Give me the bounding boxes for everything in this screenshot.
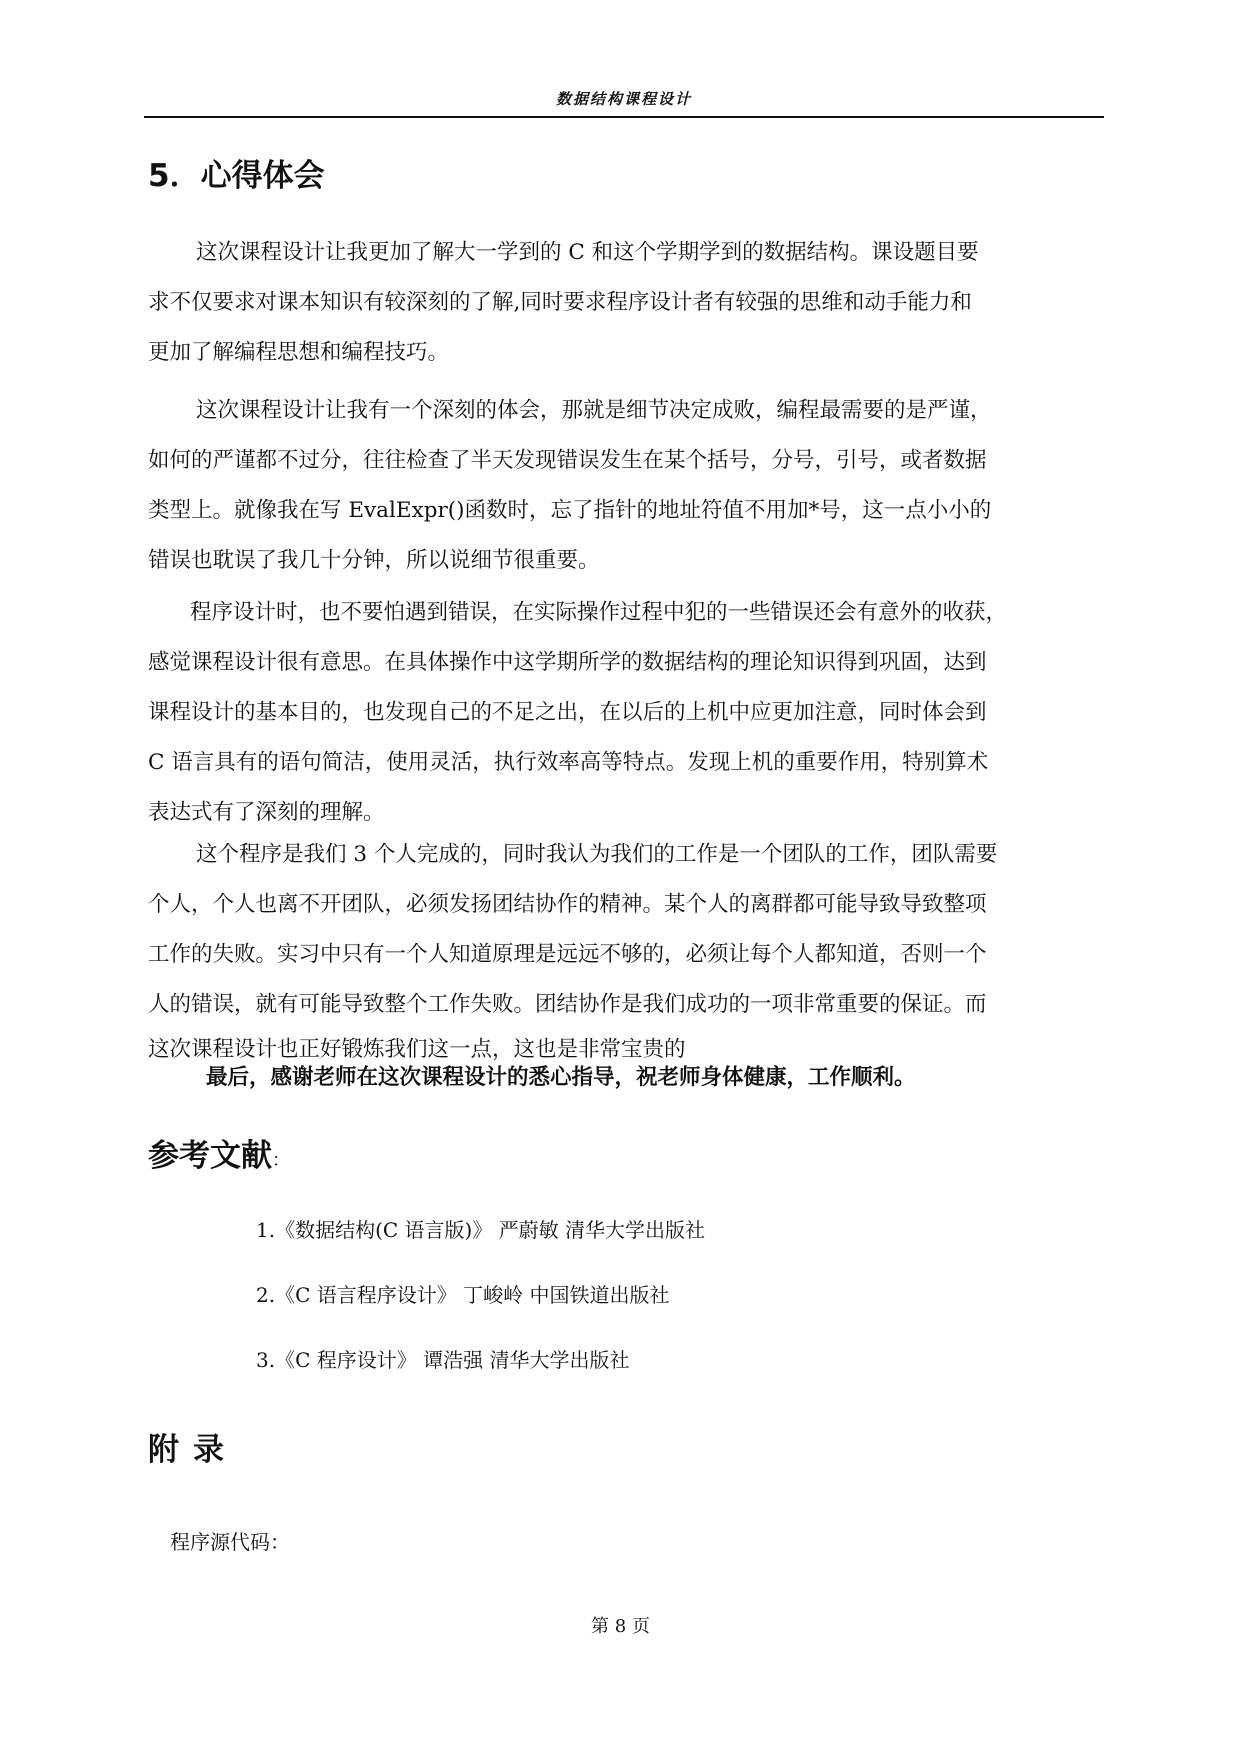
paragraph-2 [148, 386, 1156, 586]
paragraph-line: 程序设计时，也不要怕遇到错误，在实际操作过程中犯的一些错误还会有意外的收获， [190, 600, 1008, 625]
reference-item: 1.《数据结构(C 语言版)》 严蔚敏 清华大学出版社 [256, 1218, 706, 1242]
source-code-label: 程序源代码： [170, 1530, 290, 1554]
paragraph-4 [148, 830, 1156, 1070]
paragraph-line: 感觉课程设计很有意思。在具体操作中这学期所学的数据结构的理论知识得到巩固，达到 [148, 650, 987, 675]
paragraph-line: 这次课程设计让我有一个深刻的体会，那就是细节决定成败，编程最需要的是严谨， [196, 398, 992, 423]
references-colon: ： [272, 1150, 290, 1171]
paragraph-line: 更加了解编程思想和编程技巧。 [148, 340, 450, 365]
paragraph-line: 个人，个人也离不开团队，必须发扬团结协作的精神。某个人的离群都可能导致导致整项 [148, 892, 987, 917]
section-title: 5．心得体会 [148, 158, 325, 194]
header-title: 数据结构课程设计 [555, 90, 692, 108]
paragraph-line: C 语言具有的语句简洁，使用灵活，执行效率高等特点。发现上机的重要作用，特别算术 [148, 750, 989, 775]
paragraph-line: 这次课程设计让我更加了解大一学到的 C 和这个学期学到的数据结构。课设题目要 [196, 240, 979, 265]
paragraph-3 [148, 588, 1150, 838]
paragraph-line: 工作的失败。实习中只有一个人知道原理是远远不够的，必须让每个人都知道，否则一个 [148, 942, 987, 967]
page-header [144, 84, 1104, 118]
paragraph-line: 人的错误，就有可能导致整个工作失败。团结协作是我们成功的一项非常重要的保证。而 [148, 992, 987, 1017]
references-heading [148, 1130, 290, 1175]
paragraph-line: 类型上。就像我在写 EvalExpr()函数时，忘了指针的地址符值不用加*号，这一点小小的 [148, 498, 992, 523]
appendix-title: 附录 [148, 1432, 238, 1468]
paragraph-line: 如何的严谨都不过分，往往检查了半天发现错误发生在某个括号，分号，引号，或者数据 [148, 448, 987, 473]
paragraph-line: 这个程序是我们 3 个人完成的，同时我认为我们的工作是一个团队的工作，团队需要 [196, 842, 998, 867]
reference-item: 3.《C 程序设计》 谭浩强 清华大学出版社 [256, 1348, 630, 1372]
paragraph-line: 求不仅要求对课本知识有较深刻的了解,同时要求程序设计者有较强的思维和动手能力和 [148, 290, 972, 315]
paragraph-line: 表达式有了深刻的理解。 [148, 800, 385, 825]
paragraph-1 [148, 228, 1156, 378]
thanks-line: 最后，感谢老师在这次课程设计的悉心指导，祝老师身体健康，工作顺利。 [206, 1065, 916, 1090]
paragraph-line: 错误也耽误了我几十分钟，所以说细节很重要。 [148, 548, 600, 573]
page-number: 第 8 页 [591, 1616, 650, 1637]
paragraph-line: 课程设计的基本目的，也发现自己的不足之出，在以后的上机中应更加注意，同时体会到 [148, 700, 987, 725]
paragraph-line: 这次课程设计也正好锻炼我们这一点，这也是非常宝贵的 [148, 1037, 686, 1062]
reference-list [256, 1198, 705, 1393]
reference-item: 2.《C 语言程序设计》 丁峻岭 中国铁道出版社 [256, 1283, 670, 1307]
references-title: 参考文献 [148, 1138, 272, 1174]
